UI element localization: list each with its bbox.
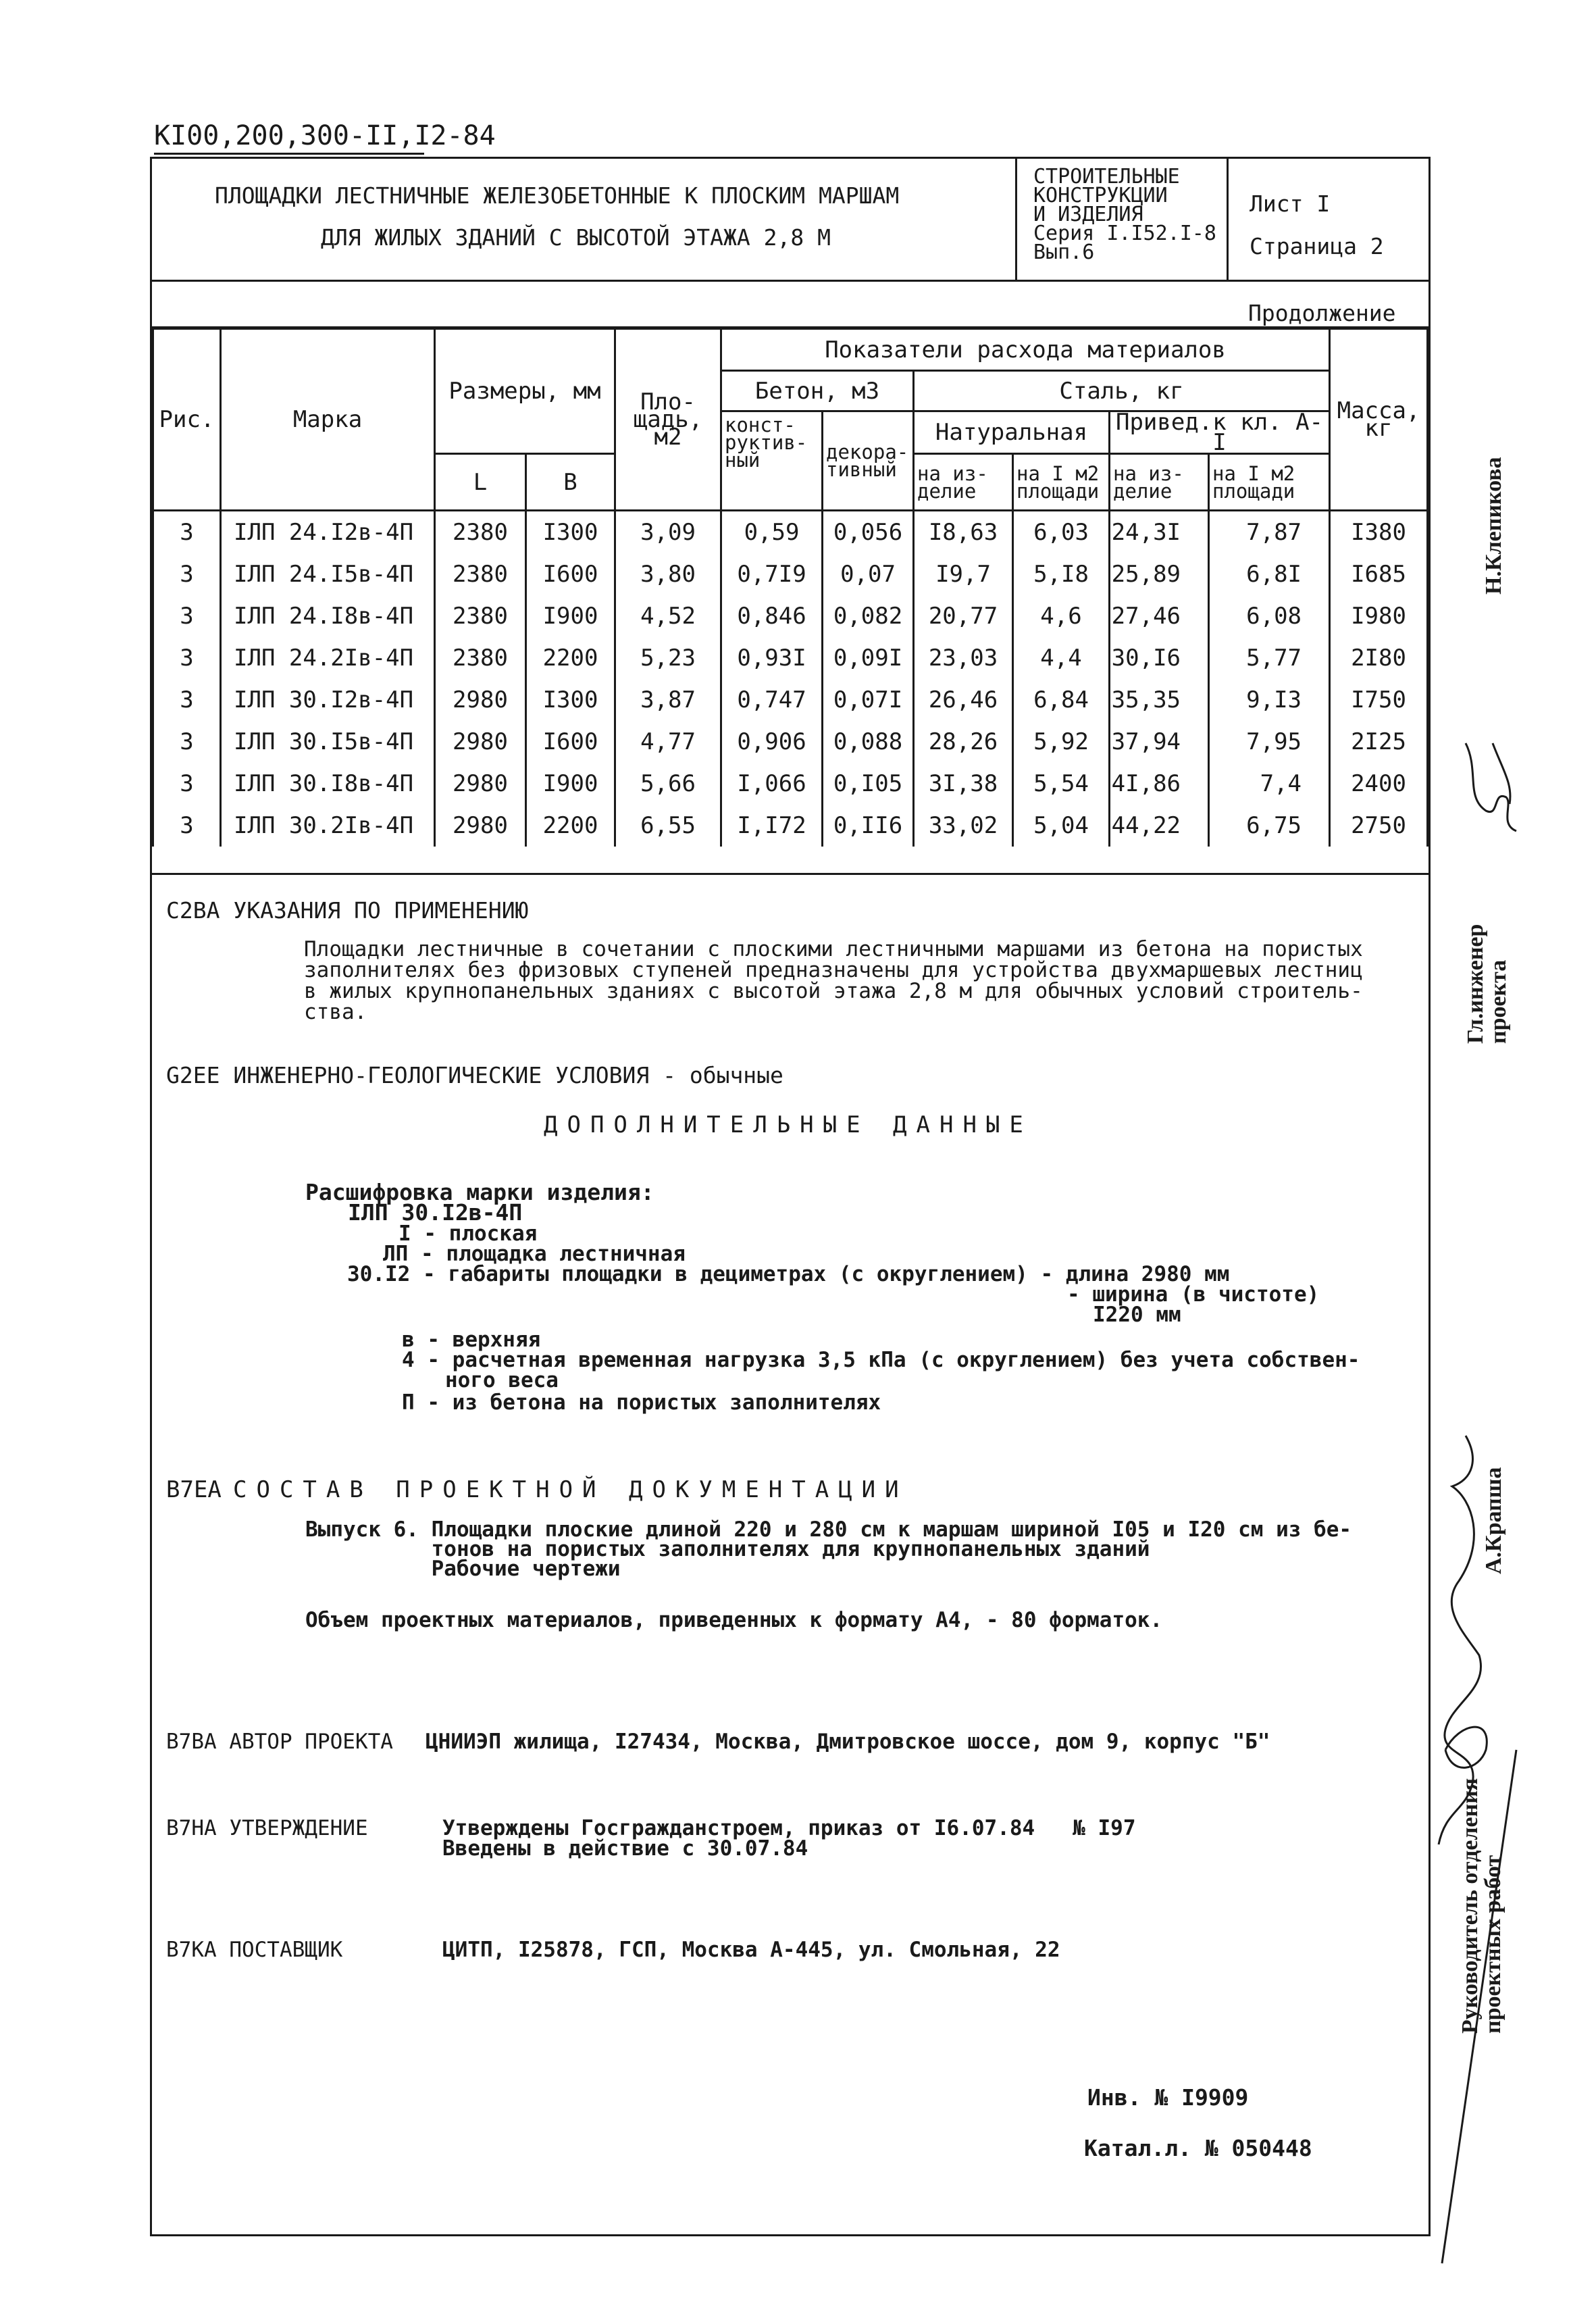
table-cell: 3	[153, 553, 221, 595]
table-cell: 20,77	[914, 595, 1013, 637]
table-cell: 2980	[435, 805, 526, 847]
table-cell: 6,03	[1013, 511, 1110, 554]
col-reduced-header: Привед.к кл. А-I	[1110, 411, 1330, 454]
table-cell: 6,8I	[1209, 553, 1330, 595]
table-cell: 28,26	[914, 721, 1013, 763]
table-cell: IЛП 30.I8в-4П	[221, 763, 435, 805]
decoding-mark: IЛП 30.I2в-4П	[348, 1199, 523, 1226]
table-bottom-line	[150, 873, 1428, 875]
table-cell: 26,46	[914, 679, 1013, 721]
table-cell: 3,87	[615, 679, 721, 721]
decoding-line7: 4 - расчетная временная нагрузка 3,5 кПа (с округлением) без учета собствен-	[402, 1348, 1360, 1372]
table-cell: 6,08	[1209, 595, 1330, 637]
table-cell: 0,056	[823, 511, 914, 554]
table-cell: I600	[526, 553, 615, 595]
table-cell: 2380	[435, 637, 526, 679]
table-cell: 2200	[526, 805, 615, 847]
table-cell: 2980	[435, 721, 526, 763]
table-row	[153, 805, 1428, 847]
col-per-item2-header: на из-делие	[1110, 454, 1209, 511]
table-cell: IЛП 30.I5в-4П	[221, 721, 435, 763]
composition-text: Выпуск 6. Площадки плоские длиной 220 и 280 см к маршам шириной I05 и I20 см из бе- тонов на пористых заполнителях для крупнопанельных зданий Рабочие чертежи	[305, 1517, 1352, 1581]
table-cell: 4,52	[615, 595, 721, 637]
table-cell: 3	[153, 805, 221, 847]
table-cell: 5,92	[1013, 721, 1110, 763]
table-body	[153, 511, 1428, 847]
table-cell: 5,04	[1013, 805, 1110, 847]
category-line1: СТРОИТЕЛЬНЫЕ	[1033, 165, 1180, 188]
table-cell: 3	[153, 595, 221, 637]
table-cell: 35,35	[1110, 679, 1209, 721]
table-cell: 3	[153, 679, 221, 721]
category-line3: И ИЗДЕЛИЯ	[1033, 203, 1143, 226]
table-cell: IЛП 24.I5в-4П	[221, 553, 435, 595]
table-cell: IЛП 24.2Iв-4П	[221, 637, 435, 679]
table-cell: 0,I05	[823, 763, 914, 805]
table-cell: 5,I8	[1013, 553, 1110, 595]
table-cell: 25,89	[1110, 553, 1209, 595]
table-cell: 23,03	[914, 637, 1013, 679]
table-cell: 4,4	[1013, 637, 1110, 679]
table-row	[153, 637, 1428, 679]
decoding-title: Расшифровка марки изделия:	[305, 1179, 654, 1205]
col-area-header: Пло-щадь, м2	[615, 329, 721, 511]
table-cell: 4,77	[615, 721, 721, 763]
header-bottom-line	[150, 280, 1428, 282]
composition-volume: Объем проектных материалов, приведенных к формату А4, - 80 форматок.	[305, 1608, 1163, 1632]
header-divider-2	[1227, 157, 1229, 280]
table-cell: IЛП 30.2Iв-4П	[221, 805, 435, 847]
table-cell: I300	[526, 511, 615, 554]
table-cell: 0,747	[721, 679, 823, 721]
header-divider-1	[1015, 157, 1017, 280]
table-cell: IЛП 30.I2в-4П	[221, 679, 435, 721]
table-cell: 37,94	[1110, 721, 1209, 763]
table-cell: 24,3I	[1110, 511, 1209, 554]
decoding-line6: в - верхняя	[402, 1328, 541, 1352]
table-cell: 0,846	[721, 595, 823, 637]
col-per-m2-2-header: на I м2 площади	[1209, 454, 1330, 511]
table-row	[153, 763, 1428, 805]
table-cell: 0,7I9	[721, 553, 823, 595]
decoding-line4: - ширина (в чистоте)	[1067, 1282, 1320, 1307]
category-line2: КОНСТРУКЦИИ	[1033, 184, 1168, 207]
table-cell: 2200	[526, 637, 615, 679]
side-role-chief-engineer-line2: проекта	[1486, 959, 1511, 1044]
table-cell: 3I,38	[914, 763, 1013, 805]
sheet-number: Лист I	[1250, 191, 1331, 217]
table-cell: 0,082	[823, 595, 914, 637]
table-cell: 5,66	[615, 763, 721, 805]
catalog-number: Катал.л. № 050448	[1084, 2135, 1312, 2161]
table-cell: 7,95	[1209, 721, 1330, 763]
composition-heading: СОСТАВ ПРОЕКТНОЙ ДОКУМЕНТАЦИИ	[233, 1476, 908, 1503]
table-cell: 6,55	[615, 805, 721, 847]
approval-line1: Утверждены Госгражданстроем, приказ от I6.07.84 № I97	[442, 1816, 1136, 1840]
series-number: Серия I.I52.I-8	[1033, 222, 1216, 245]
decoding-line9: П - из бетона на пористых заполнителях	[402, 1390, 881, 1415]
table-cell: 5,23	[615, 637, 721, 679]
col-fig-header: Рис.	[153, 329, 221, 511]
side-role-chief-engineer	[1464, 924, 1510, 1044]
approval-code: В7НА УТВЕРЖДЕНИЕ	[166, 1816, 368, 1840]
table-cell: 3	[153, 721, 221, 763]
table-cell: 6,75	[1209, 805, 1330, 847]
table-cell: 3,09	[615, 511, 721, 554]
header-title-line2: ДЛЯ ЖИЛЫХ ЗДАНИЙ С ВЫСОТОЙ ЭТАЖА 2,8 М	[321, 224, 831, 251]
document-code-underline	[154, 153, 424, 155]
col-L-header: L	[435, 454, 526, 511]
table-row	[153, 595, 1428, 637]
table-cell: 2750	[1330, 805, 1428, 847]
decoding-line5: I220 мм	[1093, 1303, 1181, 1327]
table-cell: 0,07I	[823, 679, 914, 721]
col-per-m2-header: на I м2 площади	[1013, 454, 1110, 511]
continuation-label: Продолжение	[1248, 300, 1396, 326]
table-cell: 2380	[435, 595, 526, 637]
table-cell: I9,7	[914, 553, 1013, 595]
table-cell: I,066	[721, 763, 823, 805]
table-cell: 3	[153, 511, 221, 554]
approval-line2: Введены в действие с 30.07.84	[442, 1836, 808, 1861]
col-mark-header: Марка	[221, 329, 435, 511]
col-mass-header: Масса, кг	[1330, 329, 1428, 511]
table-cell: 0,II6	[823, 805, 914, 847]
col-per-item-header: на из-делие	[914, 454, 1013, 511]
document-code: КI00,200,300-II,I2-84	[154, 120, 496, 151]
decoding-line1: I - плоская	[398, 1222, 538, 1246]
signature-slash-line	[1435, 1743, 1523, 2270]
table-cell: 0,93I	[721, 637, 823, 679]
col-sizes-header: Размеры, мм	[435, 329, 615, 454]
table-cell: 9,I3	[1209, 679, 1330, 721]
table-row	[153, 553, 1428, 595]
header-category	[1033, 165, 1216, 264]
table-cell: 2I80	[1330, 637, 1428, 679]
table-row	[153, 679, 1428, 721]
table-cell: IЛП 24.I2в-4П	[221, 511, 435, 554]
table-cell: I685	[1330, 553, 1428, 595]
table-cell: 33,02	[914, 805, 1013, 847]
side-role-department-head-line1: Руководитель отделения	[1458, 1778, 1483, 2034]
col-natural-header: Натуральная	[914, 411, 1110, 454]
table-cell: 0,906	[721, 721, 823, 763]
decoding-line8: ного веса	[445, 1368, 559, 1392]
header-title-line1: ПЛОЩАДКИ ЛЕСТНИЧНЫЕ ЖЕЛЕЗОБЕТОННЫЕ К ПЛОСКИМ МАРШАМ	[215, 182, 900, 209]
supplier-text: ЦИТП, I25878, ГСП, Москва А-445, ул. Смольная, 22	[442, 1938, 1060, 1962]
inventory-number: Инв. № I9909	[1087, 2084, 1249, 2111]
table-cell: I750	[1330, 679, 1428, 721]
table-cell: 4I,86	[1110, 763, 1209, 805]
composition-code: В7ЕА	[166, 1476, 222, 1503]
geology-line: G2EE ИНЖЕНЕРНО-ГЕОЛОГИЧЕСКИЕ УСЛОВИЯ - обычные	[166, 1062, 783, 1088]
table-cell: 5,54	[1013, 763, 1110, 805]
table-cell: 0,088	[823, 721, 914, 763]
table-cell: I,I72	[721, 805, 823, 847]
supplier-code: В7КА ПОСТАВЩИК	[166, 1938, 343, 1962]
table-cell: 0,59	[721, 511, 823, 554]
table-cell: IЛП 24.I8в-4П	[221, 595, 435, 637]
table-cell: 30,I6	[1110, 637, 1209, 679]
table-row	[153, 721, 1428, 763]
decoding-line2: ЛП - площадка лестничная	[383, 1242, 686, 1266]
table-cell: 7,87	[1209, 511, 1330, 554]
table-cell: 2380	[435, 553, 526, 595]
table-cell: I380	[1330, 511, 1428, 554]
table-cell: I8,63	[914, 511, 1013, 554]
side-name-krapsha: А.Крапша	[1481, 1467, 1506, 1574]
table-cell: 2380	[435, 511, 526, 554]
side-role-chief-engineer-line1: Гл.инженер	[1463, 924, 1488, 1044]
table-cell: 4,6	[1013, 595, 1110, 637]
table-cell: 0,07	[823, 553, 914, 595]
additional-heading: ДОПОЛНИТЕЛЬНЫЕ ДАННЫЕ	[544, 1111, 1033, 1138]
col-decorative-header: декора-тивный	[823, 411, 914, 511]
signature-klepikova	[1452, 730, 1526, 845]
side-role-department-head-line2: проектных работ	[1481, 1855, 1505, 2034]
page-number: Страница 2	[1250, 233, 1384, 259]
usage-text: Площадки лестничные в сочетании с плоскими лестничными маршами из бетона на пористых заполнителях без фризовых ступеней предназначены для устройства двухмаршевых лестниц в жилых крупнопанельных зданиях с высотой этажа 2,8 м для обычных условий строитель- ства.	[304, 937, 1363, 1024]
table-cell: I900	[526, 763, 615, 805]
table-cell: I600	[526, 721, 615, 763]
table-cell: 27,46	[1110, 595, 1209, 637]
table-cell: I300	[526, 679, 615, 721]
col-concrete-header: Бетон, м3	[721, 371, 914, 411]
table-cell: 3	[153, 763, 221, 805]
table-cell: 44,22	[1110, 805, 1209, 847]
table-cell: 2I25	[1330, 721, 1428, 763]
issue-number: Вып.6	[1033, 241, 1095, 264]
table-cell: I900	[526, 595, 615, 637]
table-cell: 7,4	[1209, 763, 1330, 805]
decoding-line3: 30.I2 - габариты площадки в дециметрах (с округлением) - длина 2980 мм	[347, 1262, 1230, 1286]
table-cell: 2980	[435, 763, 526, 805]
col-steel-header: Сталь, кг	[914, 371, 1330, 411]
usage-heading: С2ВА УКАЗАНИЯ ПО ПРИМЕНЕНИЮ	[166, 897, 529, 924]
side-name-klepikova: Н.Клепикова	[1481, 457, 1506, 595]
col-structural-header: конст-руктив-ный	[721, 411, 823, 511]
table-cell: 5,77	[1209, 637, 1330, 679]
table-cell: 3	[153, 637, 221, 679]
author-code: В7ВА АВТОР ПРОЕКТА	[166, 1730, 393, 1754]
table-cell: 3,80	[615, 553, 721, 595]
table-cell: I980	[1330, 595, 1428, 637]
table-row	[153, 511, 1428, 554]
col-B-header: В	[526, 454, 615, 511]
author-text: ЦНИИЭП жилища, I27434, Москва, Дмитровское шоссе, дом 9, корпус "Б"	[426, 1730, 1270, 1754]
materials-table	[152, 328, 1428, 847]
table-cell: 2400	[1330, 763, 1428, 805]
table-cell: 0,09I	[823, 637, 914, 679]
col-indicators-header: Показатели расхода материалов	[721, 329, 1330, 371]
table-cell: 2980	[435, 679, 526, 721]
table-cell: 6,84	[1013, 679, 1110, 721]
